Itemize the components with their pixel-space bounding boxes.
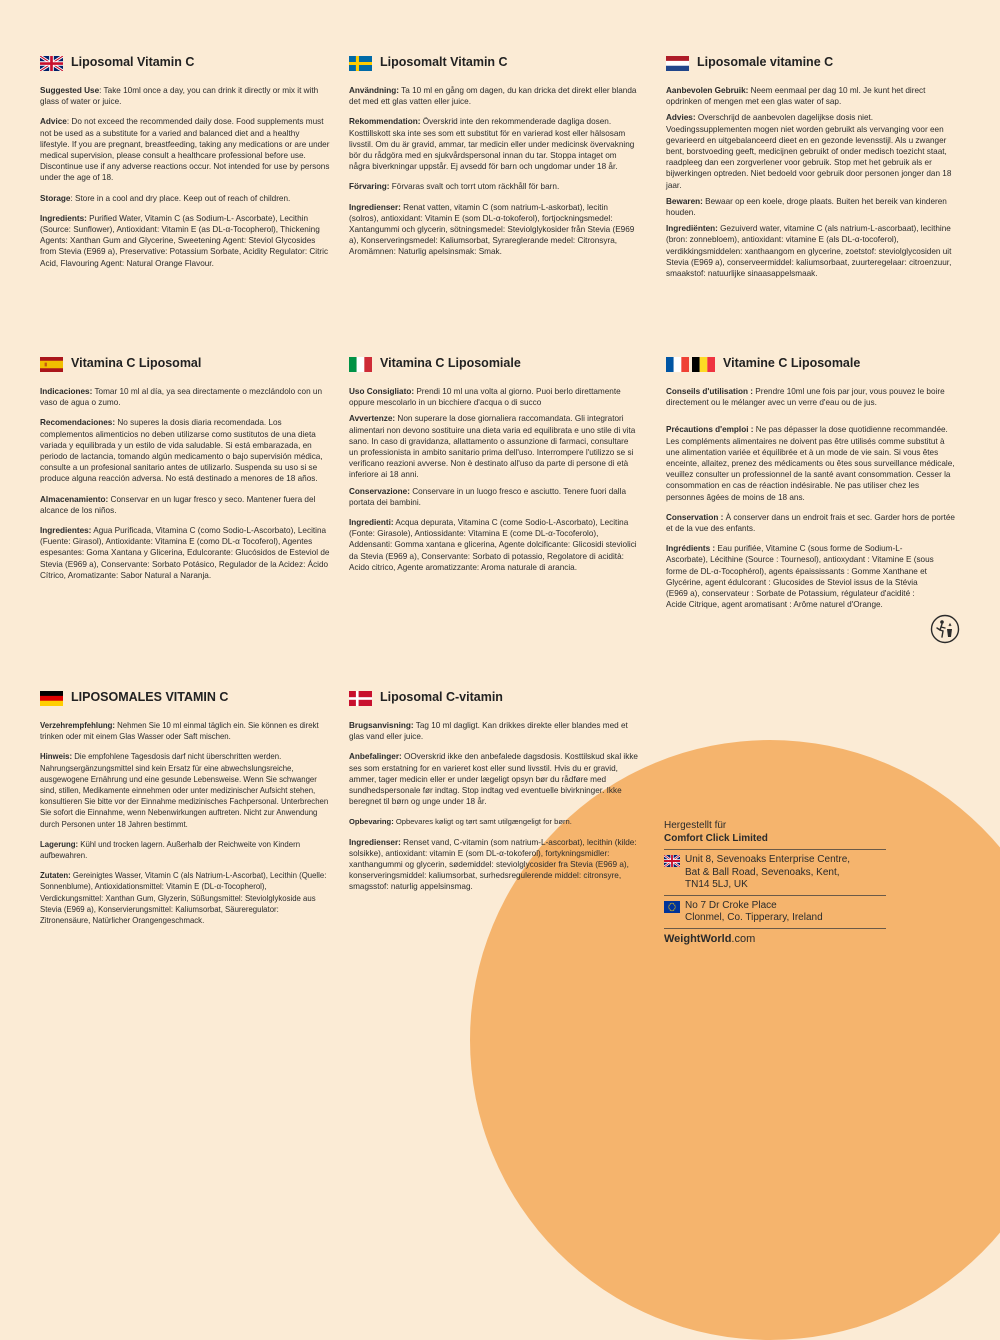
uk-address-line-3: TN14 5LJ, UK	[685, 879, 748, 890]
denmark-flag-icon	[349, 691, 372, 706]
storage-paragraph: Bewaren: Bewaar op een koele, droge plaats. Buiten het bereik van kinderen houden.	[666, 196, 947, 218]
advice-paragraph: Anbefalinger: OOverskrid ikke den anbefalede dagsdosis. Kosttilskud skal ikke ses som erstatning for en varieret kost eller sund livsstil. Hvis du er gravid, ammer, tager medicin eller er under lægeligt opsyn bør du rådføre med sundhedspersonale før indtag. Stop indtag ved eventuelle bivirkninger. Ikke beregnet til børn og unge under 18 år.	[349, 752, 638, 807]
ingredients-paragraph: Ingredienti: Acqua depurata, Vitamina C (come Sodio-L-Ascorbato), Lecitina (Fonte: Girasole), Antiossidante: Vitamina E (come DL-α-Tocoferolo), Addensanti: Gomma xantana e glicerina, Agente dolcificante: Glicosidi steviolici da Stevia (E969 a), Conservante: Sorbato di potassio, Regolatore di acidità: Acido citrico, Agente aromatizzante: Aroma naturale di arancia.	[349, 518, 637, 572]
usage-paragraph: Uso Consigliato: Prendi 10 ml una volta al giorno. Puoi berlo direttamente oppure mescolarlo in un bicchiere d'acqua o di succo	[349, 387, 621, 408]
usage-paragraph: Användning: Ta 10 ml en gång om dagen, du kan dricka det direkt eller blanda det med ett glas vatten eller juice.	[349, 86, 637, 107]
website-link[interactable]: WeightWorld.com	[664, 932, 756, 945]
spain-flag-icon	[40, 357, 63, 372]
section-german	[40, 689, 330, 935]
section-title: LIPOSOMALES VITAMIN C	[71, 690, 229, 705]
section-spanish	[40, 355, 330, 590]
section-title: Vitamina C Liposomiale	[380, 356, 521, 371]
netherlands-flag-icon	[666, 56, 689, 71]
usage-paragraph: Conseils d'utilisation : Prendre 10ml une fois par jour, vous pouvez le boire directement ou le mélanger avec un verre d'eau ou de jus.	[666, 387, 945, 408]
section-title: Vitamina C Liposomal	[71, 356, 202, 371]
section-dutch	[666, 54, 956, 288]
eu-flag-icon	[664, 901, 680, 913]
advice-paragraph: Recomendaciones: No superes la dosis diaria recomendada. Los complementos alimenticios no deben utilizarse como sustitutos de una dieta variada y equilibrada y un estilo de vida saludable. Si está embarazada, en periodo de lactancia, tomando algún medicamento o bajo supervisión médica, consulte a un profesional sanitario antes de utilizarlo. Suspenda su uso si se produce alguna reacción adversa. No está destinado a menores de 18 años.	[40, 418, 323, 484]
eu-address	[664, 895, 886, 928]
section-title: Liposomal Vitamin C	[71, 55, 195, 70]
uk-flag-icon	[40, 56, 63, 71]
belgium-flag-icon	[692, 357, 715, 372]
ingredients-paragraph: Ingredienser: Renat vatten, vitamin C (som natrium-L-askorbat), lecitin (solros), antioxidant: Vitamin E (som DL-α-tokoferol), fortjockningsmedel: Xantangummi och glycerin, sötningsmedel: Steviolglykosider från Stevia (E969 a), Konserveringsmedel: Kaliumsorbat, Syrareglerande medel: Citronsyra, Aromämnen: Naturlig apelsinsmak: Smak.	[349, 202, 635, 257]
usage-paragraph: Indicaciones: Tomar 10 ml al día, ya sea directamente o mezclándolo con un vaso de agua o zumo.	[40, 387, 323, 408]
usage-paragraph: Aanbevolen Gebruik: Neem eenmaal per dag 10 ml. Je kunt het direct opdrinken of mengen met een glas water of sap.	[666, 86, 926, 107]
ingredients-paragraph: Ingredientes: Agua Purificada, Vitamina C (como Sodio-L-Ascorbato), Lecitina (Fuente: Girasol), Antioxidante: Vitamina E (como DL-α Tocoferol), Agentes espesantes: Goma Xantana y Glicerina, Edulcorante: Glucósidos de Esteviol de Stevia (E969 a), Conservante: Sorbato Potásico, Regulador de la Acidez: Ácido Cítrico, Aromatizante: Sabor Natural a Naranja.	[40, 526, 330, 580]
sweden-flag-icon	[349, 56, 372, 71]
storage-paragraph: Lagerung: Kühl und trocken lagern. Außerhalb der Reichweite von Kindern aufbewahren.	[40, 839, 301, 861]
tidyman-recycle-icon	[930, 614, 960, 644]
section-title: Liposomal C-vitamin	[380, 690, 503, 705]
usage-paragraph: Verzehrempfehlung: Nehmen Sie 10 ml einmal täglich ein. Sie können es direkt trinken oder mit einem Glas Wasser oder Saft mischen.	[40, 721, 319, 742]
uk-address	[664, 849, 886, 895]
ingredients-paragraph: Ingrediënten: Gezuiverd water, vitamine C (als natrium-L-ascorbaat), lecithine (bron: zonnebloem), antioxidant: vitamine E (als DL-α-tocoferol), verdikkingsmiddelen: xanthaangom en glycerine, zoetstof: steviolglycosiden uit Stevia (E969 a), conserveermiddel: kaliumsorbaat, zuurteregelaar: citroenzuur, smaakstof: natuurlijke sinaasappelsmaak.	[666, 224, 952, 279]
storage-paragraph: Förvaring: Förvaras svalt och torrt utom räckhåll för barn.	[349, 182, 560, 192]
advice-paragraph: Rekommendation: Överskrid inte den rekommenderade dagliga dosen. Kosttillskott ska inte ses som ett substitut för en varierad kost eller hälsosam livsstil. Om du är gravid, ammar, tar medicin eller under medicinsk övervakning bör du rådgöra med en sjukvårdspersonal innan du tar. Stoppa intaget om några biverkningar uppstår. Ej avsedd för barn och ungdomar under 18 år.	[349, 117, 635, 172]
germany-flag-icon	[40, 691, 63, 706]
ingredients-paragraph: Ingredients: Purified Water, Vitamin C (as Sodium-L- Ascorbate), Lecithin (Source: Sunflower), Antioxidant: Vitamin E (as DL-α-Tocopherol), Thickening Agents: Xanthan Gum and Glycerine, Sweetening Agent: Steviol Glycosides from Stevia (E969 a), Preservative: Potassium Sorbate, Acidity Regulator: Citric Acid, Flavouring Agent: Natural Orange Flavour.	[40, 213, 329, 268]
company-name: Comfort Click Limited	[664, 832, 768, 844]
section-title: Liposomale vitamine C	[697, 55, 834, 70]
uk-flag-icon	[664, 855, 680, 867]
advice-paragraph: Hinweis: Die empfohlene Tagesdosis darf nicht überschritten werden. Nahrungsergänzungsmittel sind kein Ersatz für eine abwechslungsreiche, ausgewogene Ernährung und eine gesunde Lebensweise. Wenn Sie schwanger sind, stillen, Medikamente einnehmen oder unter medizinischer Aufsicht stehen, konsultieren Sie bitte vor der Einnahme medizinisches Fachpersonal. Unterbrechen Sie sofort die Einnahme, wenn Nebenwirkungen auftreten. Nicht zur Anwendung durch Personen unter 18 Jahren bestimmt.	[40, 752, 329, 829]
advice-paragraph: Advice: Do not exceed the recommended daily dose. Food supplements must not be used as a substitute for a varied and balanced diet and a healthy lifestyle. If you are pregnant, breastfeeding, taking any medications or are under medical supervision, please consult a healthcare professional before use. Discontinue use if any adverse reactions occur. Not intended for use by persons under the age of 18.	[40, 117, 330, 183]
advice-paragraph: Précautions d'emploi : Ne pas dépasser la dose quotidienne recommandée. Les compléments alimentaires ne doivent pas être utilisés comme substitut à une alimentation variée et équilibrée et à un mode de vie sain. Si vous êtes enceinte, allaitez, prenez des médicaments ou êtes sous surveillance médicale, veuillez consulter un professionnel de la santé avant consommation. Cesser la consommation en cas de réaction indésirable. Ne pas utiliser chez les personnes âgées de moins de 18 ans.	[666, 425, 955, 502]
ingredients-paragraph: Ingredienser: Renset vand, C-vitamin (som natrium-L-ascorbat), lecithin (kilde: solsikke), antioxidant: vitamin E (som DL-α-tokoferol), fortykningsmidler: xanthangummi og glycerin, sødemiddel: steviolglycosider fra Stevia (E969 a), konserveringsmiddel: kaliumsorbat, surhedsregulerende middel: citronsyre, smagsstof: naturlig appelsinsmag.	[349, 837, 637, 892]
section-title: Vitamine C Liposomale	[723, 356, 861, 371]
ingredients-paragraph: Ingrédients : Eau purifiée, Vitamine C (sous forme de Sodium-L-Ascorbate), Lécithine (Source : Tournesol), antioxydant : Vitamine E (sous forme de DL-α-Tocophérol), agents épaississants : Gomme Xanthane et Glycérine, agent édulcorant : Glucosides de Steviol issus de la Stévia (E969 a), conservateur : Sorbate de Potassium, régulateur d'acidité : Acide Citrique, agent aromatisant : Arôme naturel d'Orange.	[666, 544, 934, 610]
storage-paragraph: Conservazione: Conservare in un luogo fresco e asciutto. Tenere fuori dalla portata dei bambini.	[349, 486, 627, 507]
section-french	[666, 355, 956, 619]
suggested-use-paragraph: Suggested Use: Take 10ml once a day, you can drink it directly or mix it with glass of water or juice.	[40, 86, 319, 107]
advice-paragraph: Advies: Overschrijd de aanbevolen dagelijkse dosis niet. Voedingssupplementen mogen niet worden gebruikt als vervanging voor een gevarieerd en uitgebalanceerd dieet en en gezonde levensstijl. Als u zwanger bent, borstvoeding geeft, medicijnen gebruikt of onder medisch toezicht staat, raadpleeg dan een zorgverlener voor gebruik. Stop met het gebruik als er bijwerkingen optreden. Niet bedoeld voor gebruik door personen jonger dan 18 jaar.	[666, 113, 952, 190]
section-title: Liposomalt Vitamin C	[380, 55, 508, 70]
made-for-label: Hergestellt für	[664, 820, 727, 831]
italy-flag-icon	[349, 357, 372, 372]
eu-address-line-1: No 7 Dr Croke Place	[685, 899, 777, 911]
storage-paragraph: Almacenamiento: Conservar en un lugar fresco y seco. Mantener fuera del alcance de los niños.	[40, 494, 316, 515]
section-swedish	[349, 54, 639, 267]
uk-address-line-2: Bat & Ball Road, Sevenoaks, Kent,	[685, 866, 840, 878]
storage-paragraph: Conservation : À conserver dans un endroit frais et sec. Garder hors de portée et de la vue des enfants.	[666, 512, 955, 534]
website-row	[664, 928, 886, 949]
eu-address-line-2: Clonmel, Co. Tipperary, Ireland	[685, 912, 823, 923]
section-italian	[349, 355, 639, 582]
uk-address-line-1: Unit 8, Sevenoaks Enterprise Centre,	[685, 854, 851, 865]
section-english	[40, 54, 330, 278]
ingredients-paragraph: Zutaten: Gereinigtes Wasser, Vitamin C (als Natrium-L-Ascorbat), Lecithin (Quelle: Sonnenblume), Antioxidationsmittel: Vitamin E (DL-α-Tocopherol), Verdickungsmittel: Xanthan Gum, Glyzerin, Süßungsmittel: Steviolglykoside aus Stevia (E969 a), Konservierungsmittel: Kaliumsorbat, Säureregulator: Zitronensäure, Natürlicher Orangengeschmack.	[40, 871, 327, 926]
storage-paragraph: Storage: Store in a cool and dry place. Keep out of reach of children.	[40, 193, 291, 203]
france-flag-icon	[666, 357, 689, 372]
section-danish	[349, 689, 639, 902]
manufacturer-block	[664, 820, 886, 948]
storage-paragraph: Opbevaring: Opbevares køligt og tørt samt utilgængeligt for børn.	[349, 817, 572, 827]
advice-paragraph: Avvertenze: Non superare la dose giornaliera raccomandata. Gli integratori alimentari non devono sostituire una dieta varia ed equilibrata e uno stile di vita sano. In caso di gravidanza, allattamento o assunzione di farmaci, consultare un professionista in ambito sanitario prima dell'uso. Interrompere l'utilizzo se si verificano reazioni avverse. Non è destinato all'uso da parte di persone di età inferiore ai 18 anni.	[349, 414, 636, 480]
usage-paragraph: Brugsanvisning: Tag 10 ml dagligt. Kan drikkes direkte eller blandes med et glas vand eller juice.	[349, 721, 628, 742]
